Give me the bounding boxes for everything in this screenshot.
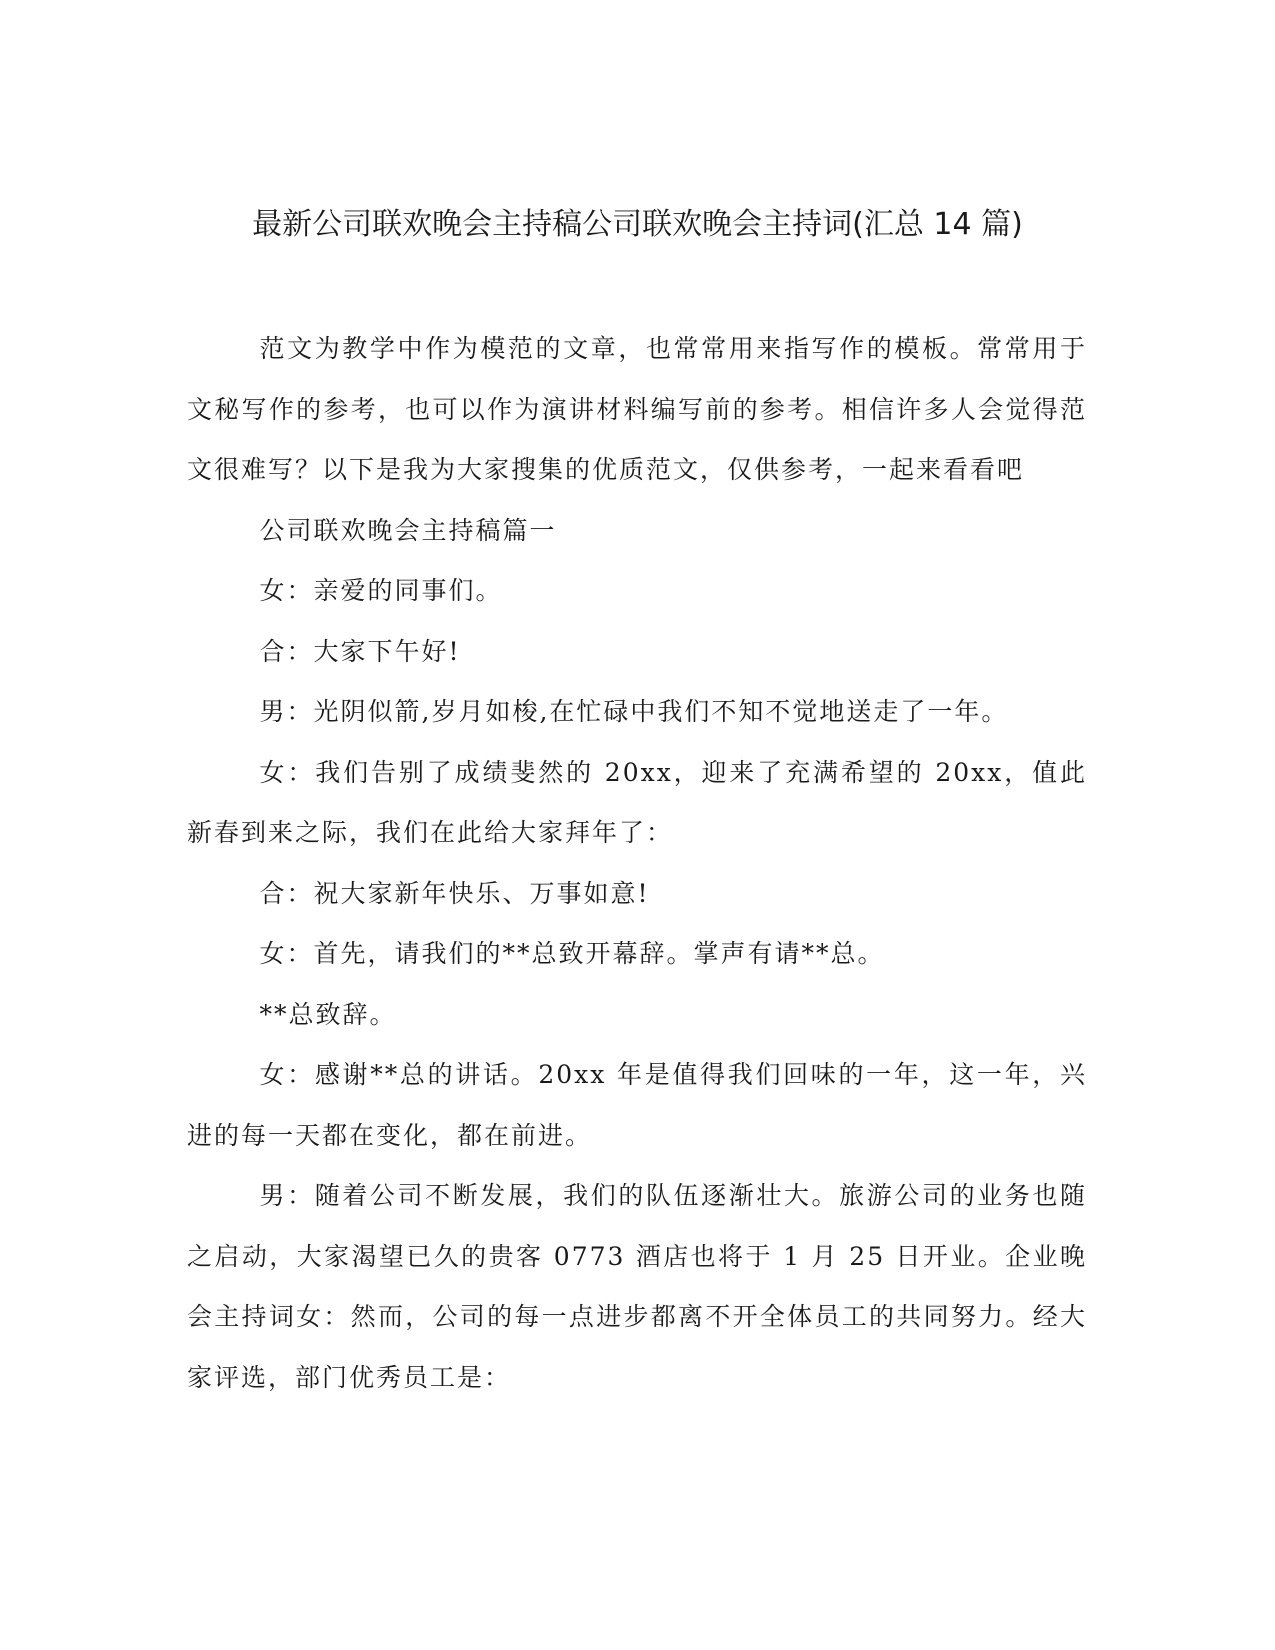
script-line: 男：随着公司不断发展，我们的队伍逐渐壮大。旅游公司的业务也随之启动，大家渴望已久的贵客 0773 酒店也将于 1 月 25 日开业。企业晚会主持词女：然而，公司的每一点进步都离不开全体员工的共同努力。经大家评选，部门优秀员工是：: [187, 1181, 1087, 1392]
script-line: 女：感谢**总的讲话。20xx 年是值得我们回味的一年，这一年，兴进的每一天都在变化，都在前进。: [187, 1060, 1087, 1150]
script-line: 合：大家下午好!: [259, 636, 461, 666]
script-line: 女：我们告别了成绩斐然的 20xx，迎来了充满希望的 20xx，值此新春到来之际，我们在此给大家拜年了：: [187, 757, 1087, 847]
section-heading: 公司联欢晚会主持稿篇一: [259, 515, 557, 545]
intro-paragraph: 范文为教学中作为模范的文章，也常常用来指写作的模板。常常用于文秘写作的参考，也可以作为演讲材料编写前的参考。相信许多人会觉得范文很难写？以下是我为大家搜集的优质范文，仅供参考，一起来看看吧: [187, 334, 1087, 484]
document-title: 最新公司联欢晚会主持稿公司联欢晚会主持词(汇总 14 篇): [252, 207, 1023, 242]
script-line: 女：首先，请我们的**总致开幕辞。掌声有请**总。: [259, 939, 885, 968]
script-line: 合：祝大家新年快乐、万事如意!: [259, 878, 650, 908]
script-line: **总致辞。: [259, 999, 397, 1029]
script-line: 男：光阴似箭,岁月如梭,在忙碌中我们不知不觉地送走了一年。: [259, 697, 1009, 726]
document-body: [187, 319, 1087, 1408]
script-line: 女：亲爱的同事们。: [259, 576, 503, 605]
